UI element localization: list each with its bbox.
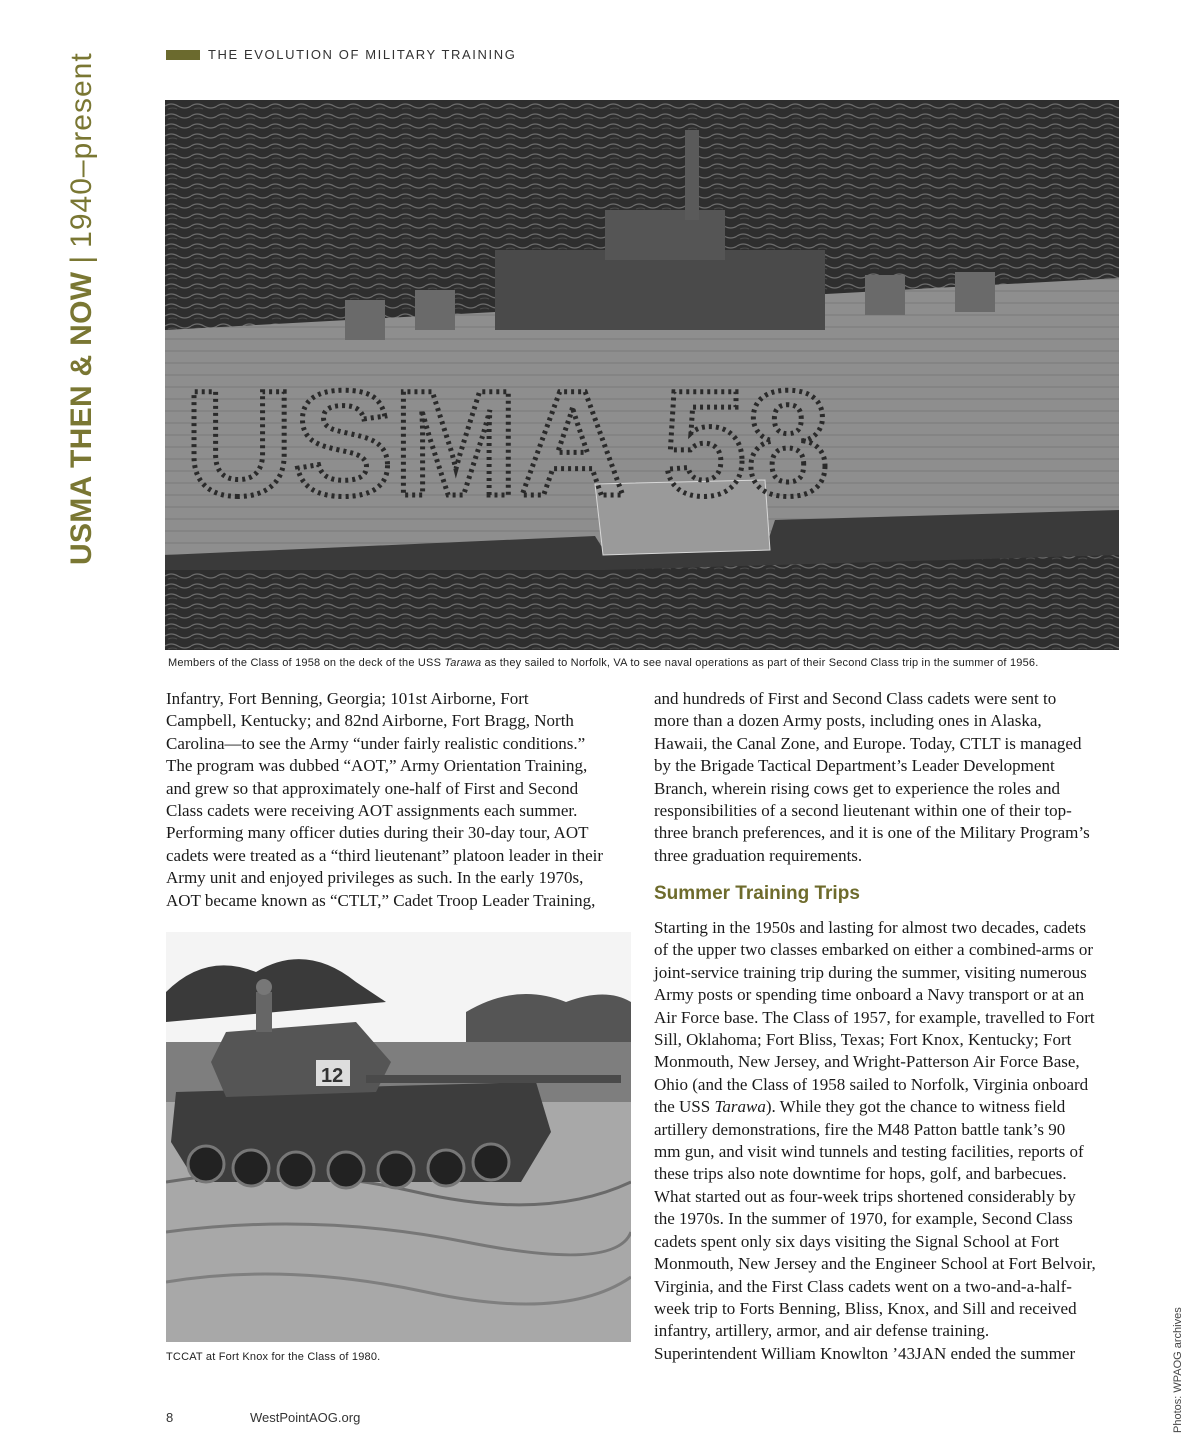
text-line: Hawaii, the Canal Zone, and Europe. Today, CTLT is managed bbox=[654, 733, 1082, 753]
text-line: artillery demonstrations, fire the M48 Patton battle tank’s 90 bbox=[654, 1119, 1066, 1139]
page-number: 8 bbox=[166, 1410, 174, 1425]
right-text-column-bottom bbox=[654, 917, 1124, 1365]
text-line: Army posts or spending time onboard a Navy transport or at an bbox=[654, 985, 1085, 1005]
text-line: by the Brigade Tactical Department’s Leader Development bbox=[654, 756, 1055, 776]
tank-photo-illustration bbox=[166, 932, 631, 1342]
text-line: Air Force base. The Class of 1957, for example, travelled to Fort bbox=[654, 1007, 1095, 1027]
side-title-separator: | bbox=[65, 255, 98, 264]
text-line: Ohio (and the Class of 1958 sailed to Norfolk, Virginia onboard bbox=[654, 1074, 1089, 1094]
subheading-summer-training-trips: Summer Training Trips bbox=[654, 883, 860, 904]
text-line: Monmouth, New Jersey and the Engineer School at Fort Belvoir, bbox=[654, 1254, 1096, 1274]
text-line: the 1970s. In the summer of 1970, for example, Second Class bbox=[654, 1209, 1073, 1229]
text-line: What started out as four-week trips shortened considerably by bbox=[654, 1186, 1076, 1206]
footer-website: WestPointAOG.org bbox=[250, 1410, 361, 1425]
header-accent-bar bbox=[166, 50, 200, 60]
italic-line-post: ). While they got the chance to witness field bbox=[765, 1097, 1066, 1117]
text-line: these trips also note downtime for hops, golf, and barbecues. bbox=[654, 1164, 1067, 1184]
text-line: Sill, Oklahoma; Fort Bliss, Texas; Fort Knox, Kentucky; Fort bbox=[654, 1030, 1072, 1050]
turret-number: 12 bbox=[321, 1065, 344, 1087]
text-line: joint-service training trip during the summer, visiting numerous bbox=[654, 962, 1087, 982]
text-line: cadets spent only six days visiting the Signal School at Fort bbox=[654, 1231, 1060, 1251]
text-line: Campbell, Kentucky; and 82nd Airborne, Fort Bragg, North bbox=[166, 711, 574, 731]
text-line: Branch, wherein rising cows get to experience the roles and bbox=[654, 778, 1060, 798]
text-line: week trip to Forts Benning, Bliss, Knox, and Sill and received bbox=[654, 1298, 1077, 1318]
text-line: and grew so that approximately one-half of First and Second bbox=[166, 778, 579, 798]
photo-tank bbox=[166, 932, 631, 1342]
text-line: three graduation requirements. bbox=[654, 845, 863, 865]
deck-formation-letters: USMA 58 bbox=[185, 359, 830, 527]
side-title-bold: USMA THEN & NOW bbox=[65, 271, 98, 565]
ship-photo-illustration bbox=[165, 100, 1119, 650]
text-line: Performing many officer duties during their 30-day tour, AOT bbox=[166, 823, 589, 843]
text-line: Virginia, and the First Class cadets went on a two-and-a-half- bbox=[654, 1276, 1072, 1296]
text-line: three branch preferences, and it is one of the Military Program’s bbox=[654, 823, 1090, 843]
photo-credit: Photos: WPAOG archives bbox=[1172, 1307, 1184, 1433]
text-line: Monmouth, New Jersey, and Wright-Patterson Air Force Base, bbox=[654, 1052, 1080, 1072]
left-text-column bbox=[166, 688, 636, 912]
right-text-column-top bbox=[654, 688, 1124, 867]
text-line: cadets were treated as a “third lieutenant” platoon leader in their bbox=[166, 845, 604, 865]
text-line: Infantry, Fort Benning, Georgia; 101st Airborne, Fort bbox=[166, 689, 529, 708]
text-line: Superintendent William Knowlton ’43JAN ended the summer bbox=[654, 1343, 1076, 1363]
section-header: THE EVOLUTION OF MILITARY TRAINING bbox=[208, 47, 517, 62]
caption-ship-post: as they sailed to Norfolk, VA to see naval operations as part of their Second Class trip in the summer of 1956. bbox=[481, 657, 1039, 669]
italic-ship-name: Tarawa bbox=[714, 1097, 766, 1117]
text-line-with-italic bbox=[654, 1096, 1124, 1118]
text-line: and hundreds of First and Second Class cadets were sent to bbox=[654, 689, 1057, 708]
ship-photo-caption bbox=[168, 657, 1038, 669]
italic-line-pre: the USS bbox=[654, 1097, 715, 1117]
text-line: AOT became known as “CTLT,” Cadet Troop Leader Training, bbox=[166, 890, 596, 910]
tank-photo-caption: TCCAT at Fort Knox for the Class of 1980. bbox=[166, 1351, 381, 1363]
photo-aircraft-carrier bbox=[165, 100, 1119, 650]
text-line: Starting in the 1950s and lasting for almost two decades, cadets bbox=[654, 918, 1086, 937]
text-line: Army unit and enjoyed privileges as such. In the early 1970s, bbox=[166, 868, 584, 888]
text-line: of the upper two classes embarked on either a combined-arms or bbox=[654, 940, 1094, 960]
text-line: infantry, artillery, armor, and air defense training. bbox=[654, 1321, 990, 1341]
text-line: Carolina—to see the Army “under fairly realistic conditions.” bbox=[166, 733, 586, 753]
side-title-years: 1940–present bbox=[65, 52, 98, 248]
text-line: mm gun, and visit wind tunnels and testing facilities, reports of bbox=[654, 1142, 1084, 1162]
side-title bbox=[60, 52, 104, 565]
text-line: responsibilities of a second lieutenant within one of their top- bbox=[654, 801, 1072, 821]
caption-ship-pre: Members of the Class of 1958 on the deck of the USS bbox=[168, 657, 445, 669]
text-line: more than a dozen Army posts, including ones in Alaska, bbox=[654, 711, 1042, 731]
text-line: The program was dubbed “AOT,” Army Orientation Training, bbox=[166, 756, 588, 776]
caption-ship-italic: Tarawa bbox=[444, 657, 482, 669]
text-line: Class cadets were receiving AOT assignments each summer. bbox=[166, 801, 578, 821]
